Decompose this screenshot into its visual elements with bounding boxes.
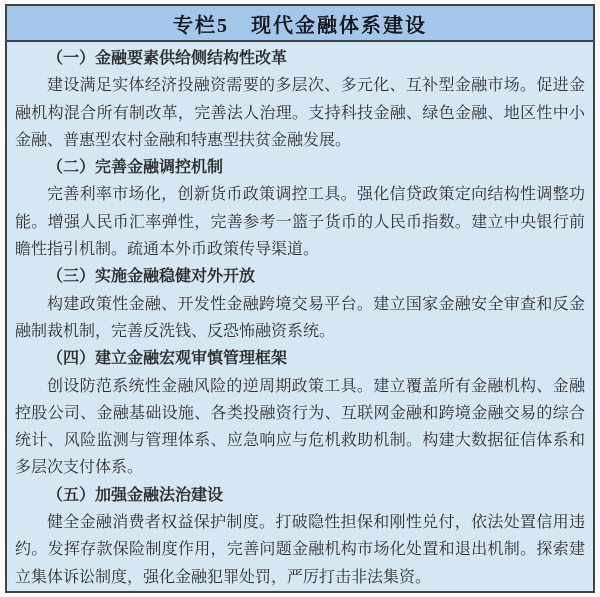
box-title: 专栏5 现代金融体系建设 (173, 14, 427, 37)
section-3 (15, 263, 585, 345)
section-5 (15, 482, 585, 591)
info-box (5, 4, 595, 593)
section-4 (15, 345, 585, 481)
section-heading: （一）金融要素供给侧结构性改革 (47, 50, 288, 67)
box-body (7, 42, 593, 591)
box-header (7, 6, 593, 42)
section-paragraph: 建设满足实体经济投融资需要的多层次、多元化、互补型金融市场。促进金融机构混合所有制改革，完善法人治理。支持科技金融、绿色金融、地区性中小金融、普惠型农村金融和特惠型扶贫金融发展。 (15, 77, 585, 149)
section-heading: （四）建立金融宏观审慎管理框架 (47, 350, 288, 368)
section-paragraph: 创设防范系统性金融风险的逆周期政策工具。建立覆盖所有金融机构、金融控股公司、金融基础设施、各类投融资行为、互联网金融和跨境金融交易的综合统计、风险监测与管理体系、应急响应与危机救助机制。构建大数据征信体系和多层次支付体系。 (15, 377, 585, 477)
section-1 (15, 45, 585, 154)
section-paragraph: 构建政策性金融、开发性金融跨境交易平台。建立国家金融安全审查和反金融制裁机制，完善反洗钱、反恐怖融资系统。 (15, 295, 585, 340)
section-paragraph: 健全金融消费者权益保护制度。打破隐性担保和刚性兑付，依法处置信用违约。发挥存款保险制度作用，完善问题金融机构市场化处置和退出机制。探索建立集体诉讼制度，强化金融犯罪处罚，严厉打击非法集资。 (15, 514, 585, 586)
section-heading: （五）加强金融法治建设 (47, 486, 224, 504)
section-paragraph: 完善利率市场化，创新货币政策调控工具。强化信贷政策定向结构性调整功能。增强人民币汇率弹性，完善参考一篮子货币的人民币指数。建立中央银行前瞻性指引机制。疏通本外币政策传导渠道。 (15, 186, 585, 259)
section-heading: （二）完善金融调控机制 (47, 159, 224, 177)
section-heading: （三）实施金融稳健对外开放 (47, 268, 256, 286)
section-2 (15, 154, 585, 263)
